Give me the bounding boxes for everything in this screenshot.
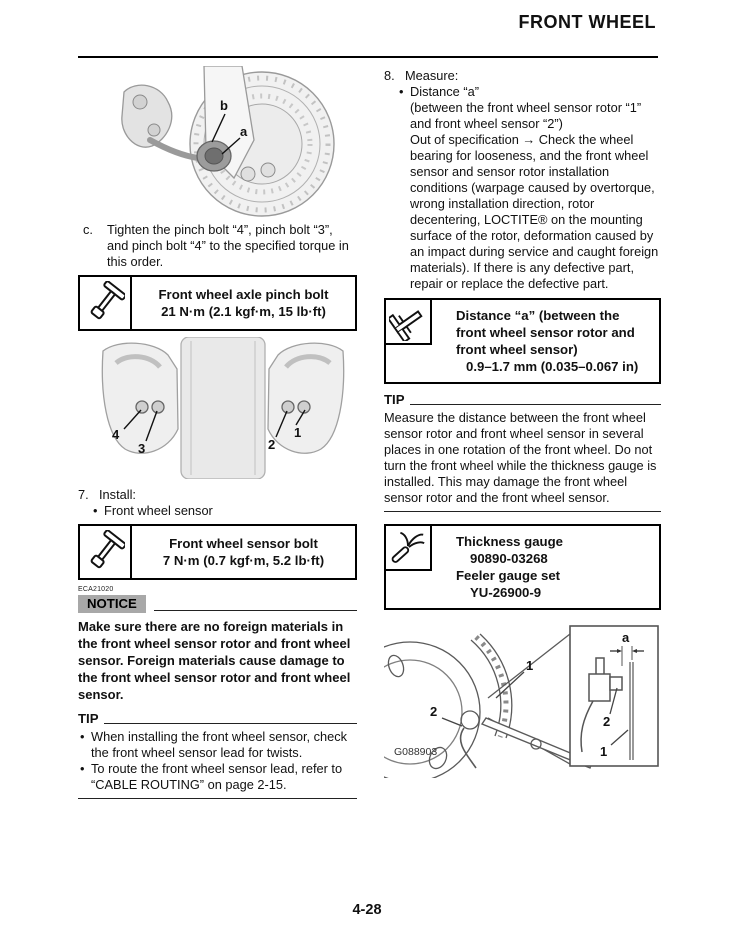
tool-1-name: Thickness gauge xyxy=(456,534,564,549)
torque-spec-value: 7 N·m (0.7 kgf·m, 5.2 lb·ft) xyxy=(162,553,325,568)
spec-title: Distance “a” (between the front wheel sensor rotor and front wheel sensor) xyxy=(456,308,635,357)
figure-label-1: 1 xyxy=(526,658,534,673)
step-8-bullet: • Distance “a” xyxy=(399,84,479,99)
tool-1-number: 90890-03268 xyxy=(470,551,548,566)
figure-sensor-gap-measurement xyxy=(384,618,661,778)
special-tool-box xyxy=(384,524,661,610)
tip-header xyxy=(384,392,661,407)
tip-bullet-1: • When installing the front wheel sensor, check the front wheel sensor lead for twists. xyxy=(78,729,357,761)
tip-label: TIP xyxy=(384,392,405,407)
tip-rule xyxy=(104,711,357,724)
figure-pinch-bolts xyxy=(98,337,348,479)
step-8 xyxy=(384,68,661,84)
step-c-text: Tighten the pinch bolt “4”, pinch bolt “3”, and pinch bolt “4” to the specified torque in this order. xyxy=(107,222,349,269)
torque-wrench-icon xyxy=(80,526,132,578)
step-7-number: 7. xyxy=(78,487,89,502)
caliper-icon xyxy=(386,300,432,345)
figure-label-b: b xyxy=(220,98,228,113)
figure-label-a: a xyxy=(240,124,248,139)
step-c-number: c. xyxy=(83,222,93,237)
inset-label-a: a xyxy=(622,630,630,645)
tip-end-rule xyxy=(78,798,357,799)
torque-spec-box-sensor-bolt xyxy=(78,524,357,580)
tip-text: Measure the distance between the front wheel sensor rotor and front wheel sensor in several places in one rotation of the front wheel. Do not turn the front wheel while the thickness gauge is installed. This may damage the front wheel sensor rotor and the front wheel sensor. xyxy=(384,410,657,505)
figure-label-2: 2 xyxy=(268,437,276,452)
step-7-bullet: • Front wheel sensor xyxy=(93,503,213,518)
figure-label-2: 2 xyxy=(430,704,438,719)
inset-label-1: 1 xyxy=(600,744,608,759)
left-column xyxy=(78,64,357,799)
step-8-title: Measure: xyxy=(405,68,459,83)
notice-rule xyxy=(154,595,357,611)
torque-spec-title: Front wheel axle pinch bolt xyxy=(158,287,329,302)
step-7-title: Install: xyxy=(99,487,136,502)
figure-label-4: 4 xyxy=(112,427,120,442)
header-divider xyxy=(78,56,658,58)
torque-wrench-icon xyxy=(80,277,132,329)
right-column xyxy=(384,64,661,778)
step-8-bullet-text: Distance “a” xyxy=(410,84,479,99)
feeler-gauge-icon xyxy=(386,526,432,571)
eca-reference-code: ECA21020 xyxy=(78,586,114,593)
notice-text: Make sure there are no foreign materials in the front wheel sensor rotor and front wheel sensor. Foreign materials cause damage to the front wheel sensor rotor and front wheel sensor. xyxy=(78,619,351,702)
tip-header xyxy=(78,711,357,726)
tool-2-number: YU-26900-9 xyxy=(470,585,542,600)
tip-bullet-1-text: When installing the front wheel sensor, check the front wheel sensor lead for twists. xyxy=(91,729,348,760)
tip-bullet-2-text: To route the front wheel sensor lead, refer to “CABLE ROUTING” on page 2-15. xyxy=(91,761,343,792)
page-number: 4-28 xyxy=(352,902,382,918)
torque-spec-box-axle-pinch-bolt xyxy=(78,275,357,331)
figure-front-wheel-axle xyxy=(110,66,347,218)
step-8-subtext: (between the front wheel sensor rotor “1” and front wheel sensor “2”) xyxy=(410,100,642,131)
torque-spec-value: 21 N·m (2.1 kgf·m, 15 lb·ft) xyxy=(161,304,326,319)
tool-2-name: Feeler gauge set xyxy=(456,568,561,583)
spec-value: 0.9–1.7 mm (0.035–0.067 in) xyxy=(466,359,639,374)
step-7 xyxy=(78,487,357,503)
figure-code: G088903 xyxy=(394,746,438,758)
tip-bullet-2: • To route the front wheel sensor lead, refer to “CABLE ROUTING” on page 2-15. xyxy=(78,761,357,793)
step-7-bullet-text: Front wheel sensor xyxy=(104,503,213,518)
tip-rule xyxy=(410,392,661,405)
notice-badge: NOTICE xyxy=(78,595,146,613)
step-8-body: Out of specification → Check the wheel bearing for looseness, and the front wheel sensor and sensor rotor installation conditions (warpage caused by overtorque, wrong installation direction, rotor decentering, LOCTITE® on the mounting surface of the rotor, deformation caused by an impact during service and caught foreign materials). If there is any defective part, repair or replace the defective part. xyxy=(410,132,659,291)
page-title: FRONT WHEEL xyxy=(518,12,656,32)
tip-label: TIP xyxy=(78,711,99,726)
torque-spec-title: Front wheel sensor bolt xyxy=(169,536,318,551)
measurement-spec-box-distance-a xyxy=(384,298,661,384)
notice-header xyxy=(78,595,357,613)
step-c xyxy=(78,222,357,270)
inset-label-2: 2 xyxy=(603,714,611,729)
figure-label-1: 1 xyxy=(294,425,302,440)
tip-end-rule xyxy=(384,511,661,512)
step-8-number: 8. xyxy=(384,68,395,83)
figure-label-3: 3 xyxy=(138,441,146,456)
